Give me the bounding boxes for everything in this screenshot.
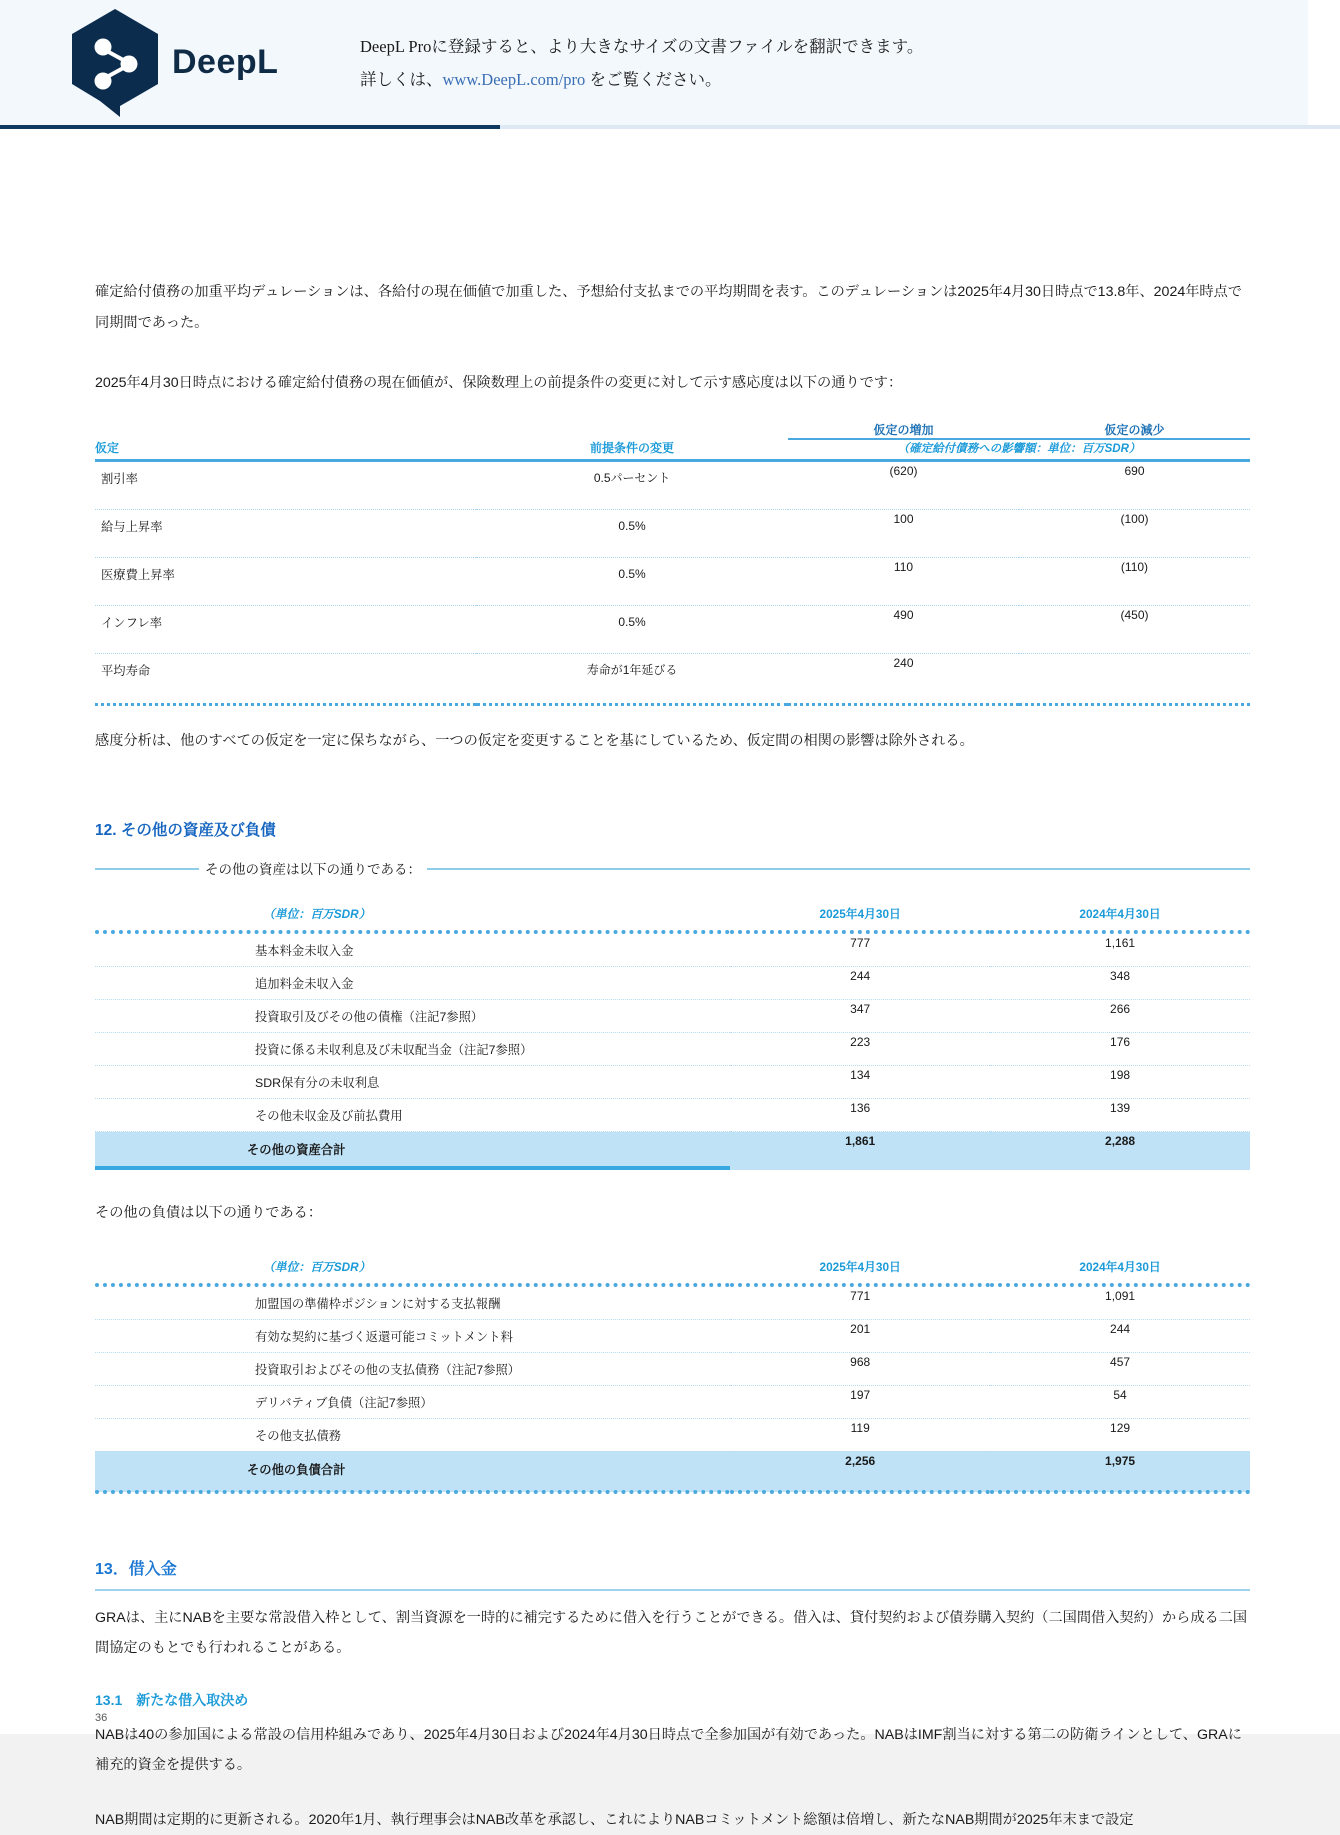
total-value-2025: 1,861 (730, 1132, 990, 1167)
sensitivity-group-header-row (95, 421, 1250, 438)
document-content (0, 129, 1340, 1835)
row-value-2025: 777 (730, 932, 990, 967)
assets-intro-text: その他の資産は以下の通りである： (199, 858, 427, 878)
row-value-2024: 348 (990, 967, 1250, 1000)
row-divider (95, 494, 1250, 510)
liabilities-col-2025: 2025年4月30日 (819, 1259, 901, 1274)
liabilities-header-row (95, 1257, 1250, 1279)
sensitivity-bottom-rule (95, 686, 1250, 705)
liabilities-col-2024: 2024年4月30日 (1079, 1259, 1161, 1274)
row-value-2024: 54 (990, 1385, 1250, 1418)
row-value-2024: 139 (990, 1099, 1250, 1132)
paragraph-borrowing-1: GRAは、主にNABを主要な常設借入枠として、割当資源を一時的に補完するために借入を行うことができる。借入は、貸付契約および債券購入契約（二国間借入契約）から成る二国間協定のもとでも行われることがある。 (95, 1609, 1248, 1657)
banner-right-edge (1308, 0, 1340, 129)
column-header-change: 前提条件の変更 (590, 440, 675, 455)
row-increase: (620) (889, 463, 918, 478)
row-value-2024: 129 (990, 1418, 1250, 1451)
table-row (95, 1418, 1250, 1451)
other-liabilities-table (95, 1257, 1250, 1494)
row-label: 投資取引及びその他の債権（注記7参照） (95, 1000, 730, 1033)
table-row (95, 1033, 1250, 1066)
row-value-2024: 266 (990, 1000, 1250, 1033)
table-row (95, 932, 1250, 967)
total-label: その他の資産合計 (95, 1132, 730, 1167)
liabilities-total-rule (95, 1486, 1250, 1492)
row-label: 基本料金未収入金 (95, 932, 730, 967)
assets-total-row (95, 1132, 1250, 1167)
row-assumption: 割引率 (101, 471, 138, 486)
deepl-logo (0, 9, 300, 117)
row-increase: 100 (893, 511, 914, 526)
deepl-promo-prefix: 詳しくは、 (360, 69, 443, 89)
row-label: SDR保有分の未収利息 (95, 1066, 730, 1099)
deepl-logo-icon (72, 9, 158, 117)
sensitivity-column-header-row (95, 439, 1250, 456)
row-label: デリバティブ負債（注記7参照） (95, 1385, 730, 1418)
row-label: 追加料金未収入金 (95, 967, 730, 1000)
row-value-2025: 201 (730, 1319, 990, 1352)
row-assumption: インフレ率 (101, 615, 162, 630)
row-decrease: 690 (1124, 463, 1145, 478)
table-row (95, 557, 1250, 590)
row-value-2024: 244 (990, 1319, 1250, 1352)
row-increase: 240 (893, 655, 914, 670)
row-decrease (1019, 653, 1250, 686)
row-value-2025: 244 (730, 967, 990, 1000)
deepl-promo-suffix: をご覧ください。 (585, 69, 722, 89)
liabilities-total-row (95, 1451, 1250, 1486)
row-decrease: (450) (1120, 607, 1149, 622)
row-value-2025: 347 (730, 1000, 990, 1033)
row-change: 0.5% (618, 518, 646, 533)
row-value-2025: 771 (730, 1285, 990, 1320)
section-13-heading: 13．借入金 (95, 1560, 177, 1578)
group-header-decrease: 仮定の減少 (1104, 422, 1165, 437)
row-increase: 490 (893, 607, 914, 622)
group-header-increase: 仮定の増加 (873, 422, 934, 437)
row-change: 0.5% (618, 614, 646, 629)
row-label: その他未収金及び前払費用 (95, 1099, 730, 1132)
deepl-wordmark: DeepL (172, 43, 279, 81)
sensitivity-table-body (95, 460, 1250, 704)
page-number: 36 (95, 1712, 108, 1724)
row-change: 寿命が1年延びる (586, 663, 678, 678)
row-assumption: 平均寿命 (101, 663, 151, 678)
row-value-2025: 119 (730, 1418, 990, 1451)
assets-col-2025: 2025年4月30日 (819, 907, 901, 922)
total-value-2024: 1,975 (990, 1451, 1250, 1486)
row-value-2024: 1,161 (990, 932, 1250, 967)
row-value-2025: 197 (730, 1385, 990, 1418)
row-value-2025: 134 (730, 1066, 990, 1099)
row-value-2024: 1,091 (990, 1285, 1250, 1320)
deepl-promo-line2 (360, 63, 923, 96)
sensitivity-table (95, 421, 1250, 706)
total-value-2025: 2,256 (730, 1451, 990, 1486)
total-value-2024: 2,288 (990, 1132, 1250, 1167)
row-decrease: (100) (1120, 511, 1149, 526)
total-label: その他の負債合計 (95, 1451, 730, 1486)
other-assets-table (95, 904, 1250, 1170)
row-change: 0.5パーセント (593, 471, 671, 486)
table-row (95, 1099, 1250, 1132)
column-header-assumption: 仮定 (95, 440, 120, 455)
assets-table-body (95, 932, 1250, 1170)
deepl-promo-line1: DeepL Proに登録すると、より大きなサイズの文書ファイルを翻訳できます。 (360, 36, 924, 56)
row-label: 投資に係る未収利息及び未収配当金（注記7参照） (95, 1033, 730, 1066)
table-row (95, 1285, 1250, 1320)
table-row (95, 967, 1250, 1000)
assets-unit-label: （単位：百万SDR） (263, 907, 371, 922)
row-change: 0.5% (618, 566, 646, 581)
paragraph-nab-2: NAB期間は定期的に更新される。2020年1月、執行理事会はNAB改革を承認し、これによりNABコミットメント総額は倍増し、新たなNAB期間が2025年末まで設定 (95, 1811, 1134, 1828)
paragraph-sensitivity-note: 感度分析は、他のすべての仮定を一定に保ちながら、一つの仮定を変更することを基にしているため、仮定間の相関の影響は除外される。 (95, 732, 974, 749)
table-row (95, 460, 1250, 494)
row-value-2024: 457 (990, 1352, 1250, 1385)
row-divider (95, 638, 1250, 654)
liabilities-intro-text: その他の負債は以下の通りである： (95, 1205, 323, 1222)
deepl-promo-text (360, 30, 923, 96)
table-row (95, 653, 1250, 686)
row-divider (95, 590, 1250, 606)
paragraph-sensitivity-intro: 2025年4月30日時点における確定給付債務の現在価値が、保険数理上の前提条件の変更に対して示す感応度は以下の通りです： (95, 375, 903, 392)
row-label: 加盟国の準備枠ポジションに対する支払報酬 (95, 1285, 730, 1320)
row-value-2025: 223 (730, 1033, 990, 1066)
table-row (95, 1000, 1250, 1033)
section-13-1-heading: 13.1 新たな借入取決め (95, 1691, 249, 1708)
table-row (95, 509, 1250, 542)
row-divider (95, 542, 1250, 558)
assets-col-2024: 2024年4月30日 (1079, 907, 1161, 922)
table-row (95, 1385, 1250, 1418)
table-row (95, 1319, 1250, 1352)
row-increase: 110 (893, 559, 914, 574)
deepl-promo-banner (0, 0, 1340, 125)
row-value-2024: 198 (990, 1066, 1250, 1099)
row-label: その他支払債務 (95, 1418, 730, 1451)
paragraph-nab-1: NABは40の参加国による常設の信用枠組みであり、2025年4月30日および2024年4月30日時点で全参加国が有効であった。NABはIMF割当に対する第二の防衛ラインとして、GRAに補充的資金を提供する。 (95, 1726, 1242, 1774)
row-value-2024: 176 (990, 1033, 1250, 1066)
row-label: 有効な契約に基づく返還可能コミットメント料 (95, 1319, 730, 1352)
row-label: 投資取引およびその他の支払債務（注記7参照） (95, 1352, 730, 1385)
assets-header-row (95, 904, 1250, 926)
row-decrease: (110) (1120, 559, 1149, 574)
table-row (95, 1352, 1250, 1385)
row-value-2025: 968 (730, 1352, 990, 1385)
liabilities-table-body (95, 1285, 1250, 1492)
table-row (95, 1066, 1250, 1099)
row-value-2025: 136 (730, 1099, 990, 1132)
deepl-pro-link[interactable]: www.DeepL.com/pro (442, 69, 586, 89)
table-row (95, 605, 1250, 638)
paragraph-duration: 確定給付債務の加重平均デュレーションは、各給付の現在価値で加重した、予想給付支払までの平均期間を表す。このデュレーションは2025年4月30日時点で13.8年、2024年時点で同期間であった。 (95, 284, 1242, 331)
row-assumption: 給与上昇率 (101, 519, 163, 534)
liabilities-unit-label: （単位：百万SDR） (263, 1259, 371, 1274)
row-assumption: 医療費上昇率 (101, 567, 175, 582)
sensitivity-unit-note: （確定給付債務への影響額：単位：百万SDR） (897, 442, 1141, 455)
assets-intro-line (95, 858, 1250, 878)
section-12-heading: 12. その他の資産及び負債 (95, 822, 276, 840)
